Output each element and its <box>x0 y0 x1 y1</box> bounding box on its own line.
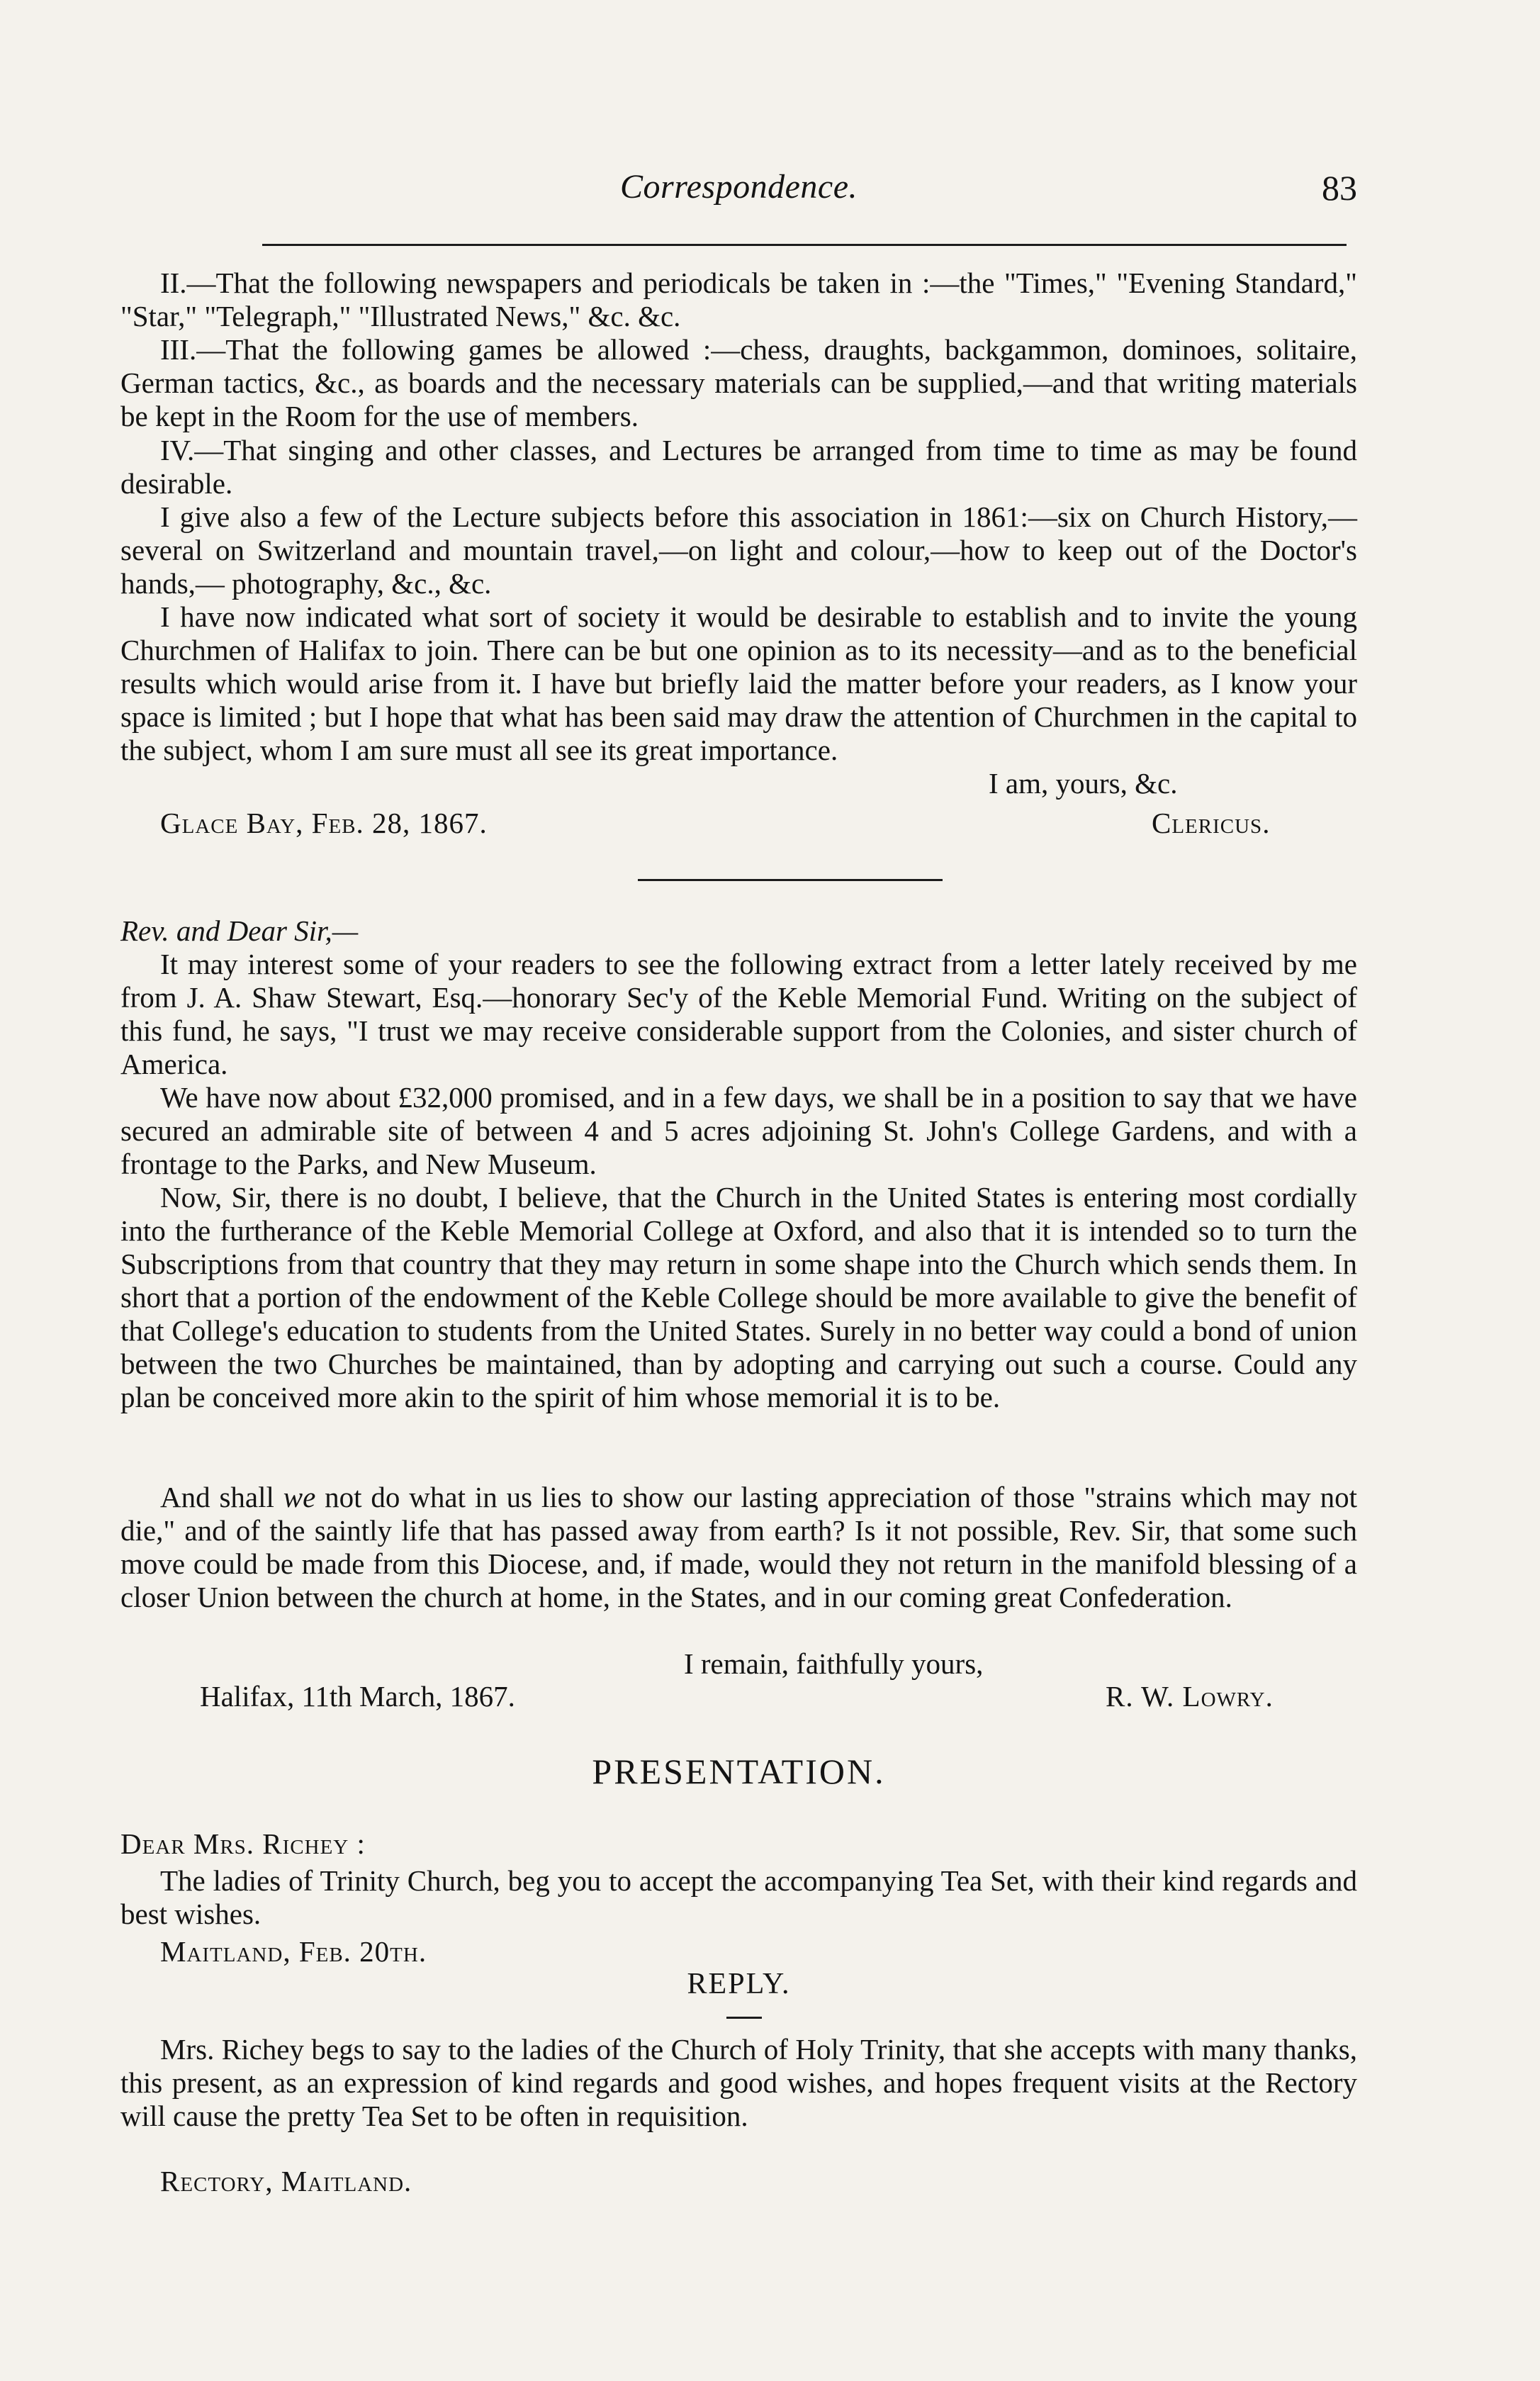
presentation-body: The ladies of Trinity Church, beg you to accept the accompanying Tea Set, with their kind regards and best wishes. <box>120 1864 1357 1930</box>
paragraph-4-rest: not do what in us lies to show our lasting appreciation of those "strains which may not die," and of the saintly life that has passed away from earth? Is it not possible, Rev. Sir, that some such move could be made from this Diocese, and, if made, would they not return in the manifold blessing of a closer Union between the church at home, in the States, and in our coming great Confederation. <box>120 1481 1357 1613</box>
letter1-sign-off: I am, yours, &c. <box>989 767 1178 800</box>
presentation-heading: PRESENTATION. <box>592 1752 886 1791</box>
header-rule <box>262 244 1347 246</box>
letter1-signature: Clericus. <box>1152 807 1271 839</box>
letter2-signature: R. W. Lowry. <box>1106 1680 1274 1713</box>
presentation-place-date: Maitland, Feb. 20th. <box>160 1935 427 1968</box>
letter2-salutation: Rev. and Dear Sir,— <box>120 914 359 947</box>
reply-body: Mrs. Richey begs to say to the ladies of the Church of Holy Trinity, that she accepts with many thanks, this present, as an expression of kind regards and good wishes, and hopes frequent visits at the Rectory will cause the pretty Tea Set to be often in requisition. <box>120 2033 1357 2132</box>
resolution-iv: IV.—That singing and other classes, and Lectures be arranged from time to time as may be found desirable. <box>120 434 1357 500</box>
letter2-sign-off: I remain, faithfully yours, <box>684 1647 984 1680</box>
resolution-ii: II.—That the following newspapers and periodicals be taken in :—the "Times," "Evening Standard," "Star," "Telegraph," "Illustrated News," &c. &c. <box>120 267 1357 332</box>
page-number: 83 <box>1322 168 1357 208</box>
letter2-place-date: Halifax, 11th March, 1867. <box>200 1680 515 1713</box>
closing-paragraph: I have now indicated what sort of society it would be desirable to establish and to invite the young Churchmen of Halifax to join. There can be but one opinion as to its necessity—and as to the beneficial results which would arise from it. I have but briefly laid the matter before your readers, as I know your space is limited ; but I hope that what has been said may draw the attention of Churchmen in the capital to the subject, whom I am sure must all see its great importance. <box>120 600 1357 766</box>
letter2-paragraph-2: We have now about £32,000 promised, and in a few days, we shall be in a position to say that we have secured an admirable site of between 4 and 5 acres adjoining St. John's College Gardens, and with a frontage to the Parks, and New Museum. <box>120 1081 1357 1180</box>
reply-signature: Rectory, Maitland. <box>160 2165 412 2197</box>
emphasis-we: we <box>283 1481 316 1513</box>
running-title: Correspondence. <box>620 168 858 206</box>
page-header <box>120 167 1357 224</box>
letter2-paragraph-1: It may interest some of your readers to see the following extract from a letter lately received by me from J. A. Shaw Stewart, Esq.—honorary Sec'y of the Keble Memorial Fund. Writing on the subject of this fund, he says, "I trust we may receive considerable support from the Colonies, and sister church of America. <box>120 948 1357 1080</box>
resolution-iii: III.—That the following games be allowed :—chess, draughts, backgammon, dominoes, solitaire, German tactics, &c., as boards and the necessary materials can be supplied,—and that writing materials be kept in the Room for the use of members. <box>120 333 1357 432</box>
lecture-subjects-paragraph: I give also a few of the Lecture subjects before this association in 1861:—six on Church History,—several on Switzerland and mountain travel,—on light and colour,—how to keep out of the Doctor's hands,— photography, &c., &c. <box>120 500 1357 600</box>
reply-heading: REPLY. <box>687 1968 791 2000</box>
letter1-place-date: Glace Bay, Feb. 28, 1867. <box>160 807 488 839</box>
letter2-paragraph-3: Now, Sir, there is no doubt, I believe, that the Church in the United States is entering most cordially into the furtherance of the Keble Memorial College at Oxford, and also that it is intended so to turn the Subscriptions from that country that they may return in some shape into the Church which sends them. In short that a portion of the endowment of the Keble College should be more available to give the benefit of that College's education to students from the United States. Surely in no better way could a bond of union between the two Churches be maintained, than by adopting and carrying out such a course. Could any plan be conceived more akin to the spirit of him whose memorial it is to be. <box>120 1181 1357 1413</box>
section-divider <box>638 879 943 881</box>
paragraph-4-lead: And shall <box>160 1481 283 1513</box>
letter2-paragraph-4 <box>120 1481 1357 1614</box>
presentation-salutation: Dear Mrs. Richey : <box>120 1827 366 1860</box>
reply-divider <box>726 2017 762 2019</box>
